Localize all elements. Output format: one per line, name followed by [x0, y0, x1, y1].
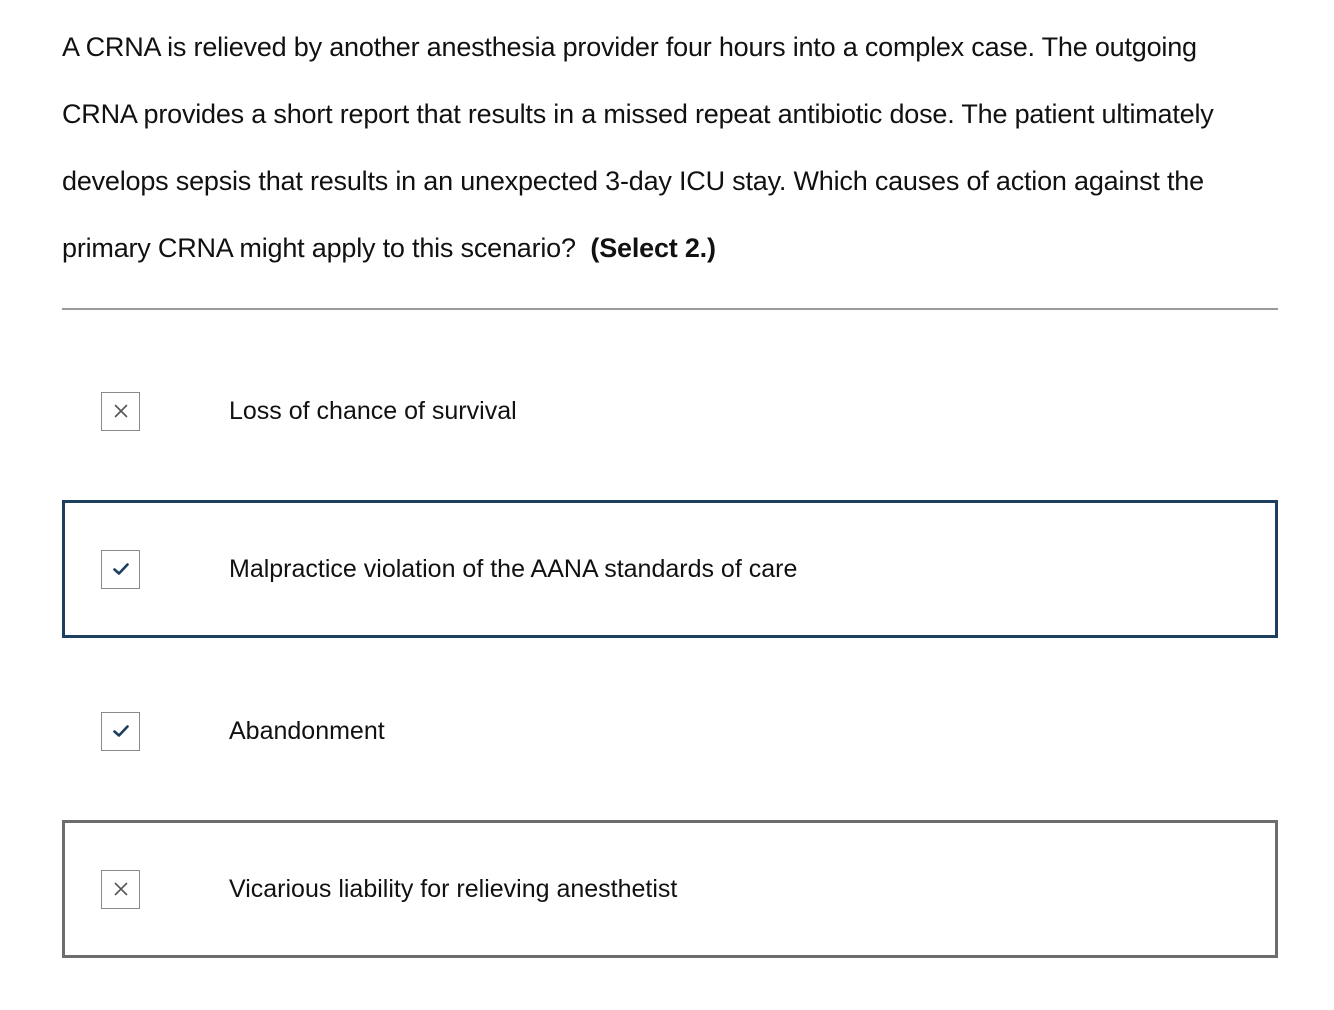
option-label: Vicarious liability for relieving anesthetist — [229, 875, 678, 903]
close-icon — [113, 403, 129, 419]
question-stem: A CRNA is relieved by another anesthesia provider four hours into a complex case. The outgoing CRNA provides a short report that results in a missed repeat antibiotic dose. The patient ultimately develops sepsis that results in an unexpected 3-day ICU stay. Which causes of action against the primary CRNA might apply to this scenario? — [62, 32, 1214, 263]
question-text — [62, 14, 1278, 282]
option-malpractice[interactable] — [62, 500, 1278, 638]
option-abandonment[interactable] — [62, 662, 1278, 800]
option-loss-of-chance[interactable] — [62, 342, 1278, 480]
option-label: Loss of chance of survival — [229, 397, 517, 425]
select-hint: (Select 2.) — [590, 233, 716, 263]
option-checkbox[interactable] — [101, 550, 140, 589]
option-vicarious-liability[interactable] — [62, 820, 1278, 958]
option-label: Malpractice violation of the AANA standards of care — [229, 555, 798, 583]
option-label: Abandonment — [229, 717, 385, 745]
option-checkbox[interactable] — [101, 392, 140, 431]
option-checkbox[interactable] — [101, 870, 140, 909]
check-icon — [112, 561, 130, 577]
close-icon — [113, 881, 129, 897]
divider — [62, 308, 1278, 310]
check-icon — [112, 723, 130, 739]
option-checkbox[interactable] — [101, 712, 140, 751]
